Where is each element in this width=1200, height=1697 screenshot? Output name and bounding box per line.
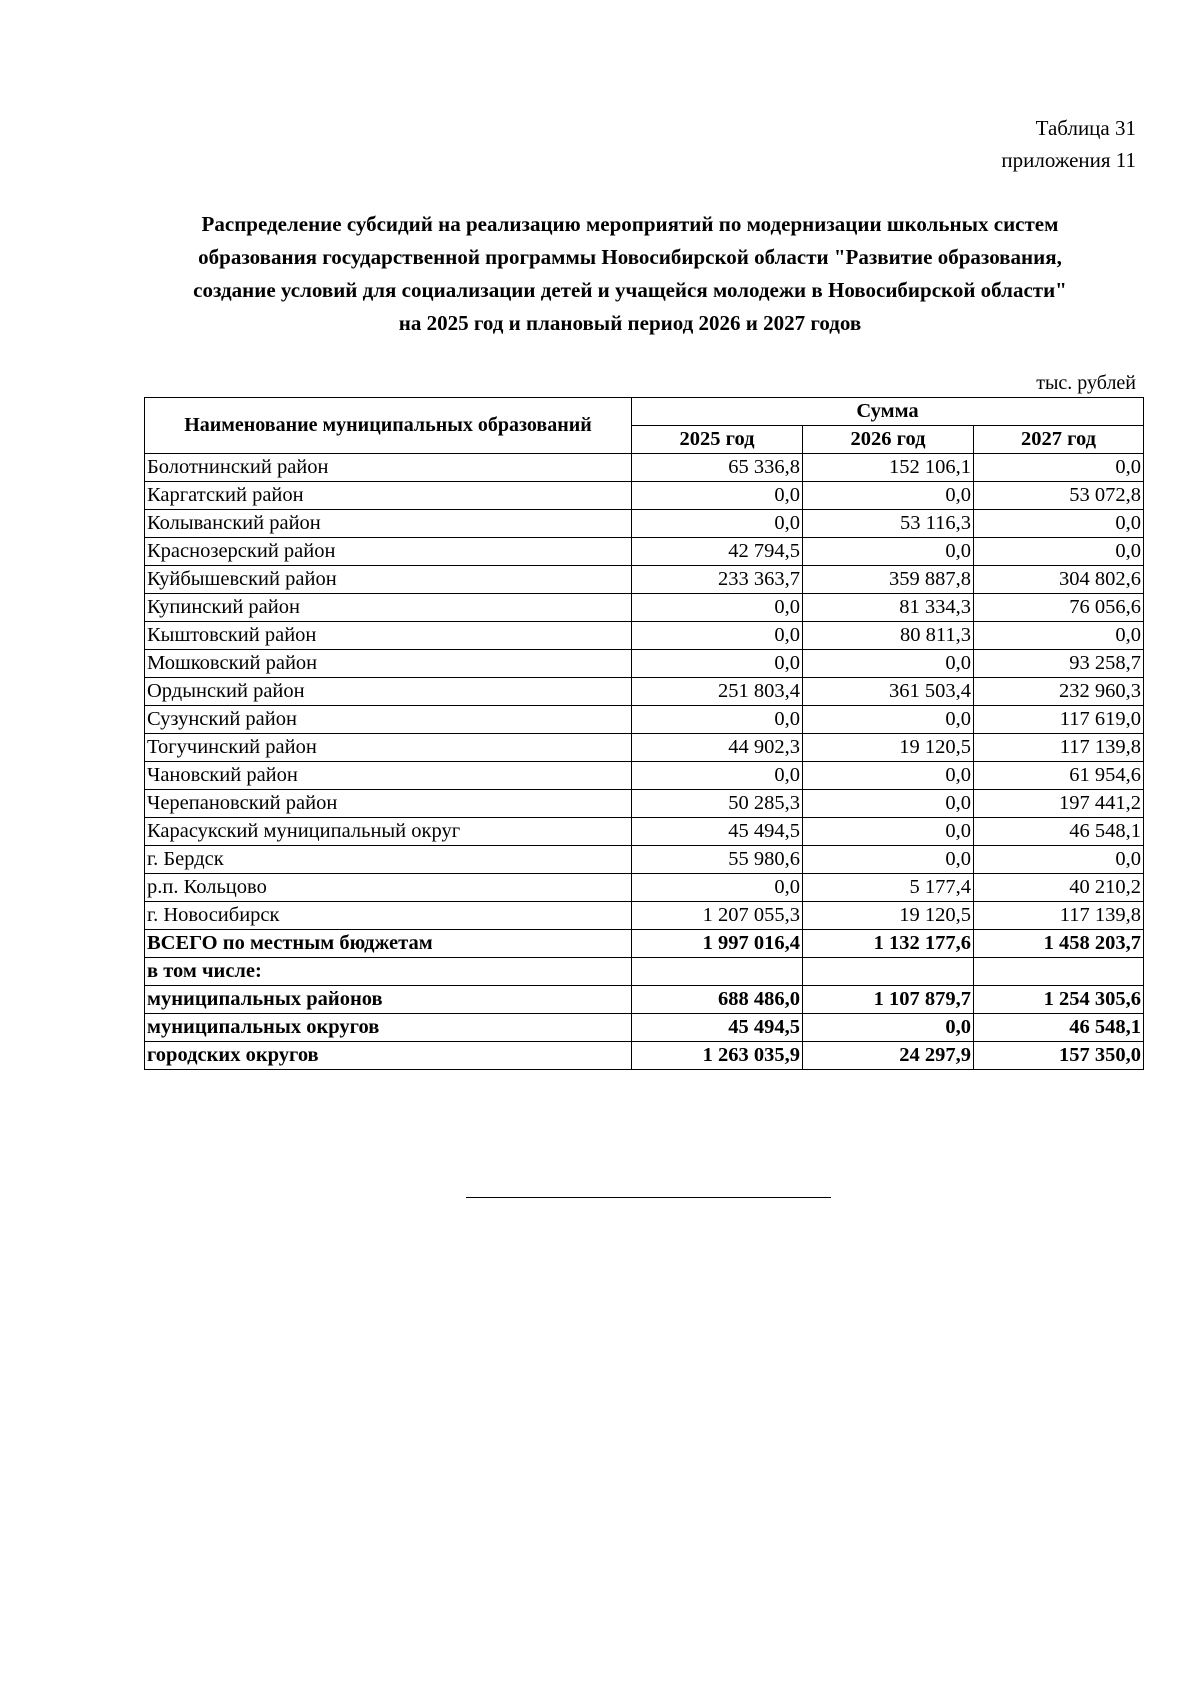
amount-2027: 0,0 [974, 454, 1144, 482]
amount-2025: 0,0 [632, 874, 803, 902]
table-row [145, 622, 1144, 650]
amount-2026: 0,0 [803, 538, 974, 566]
municipality-name: Ордынский район [145, 678, 632, 706]
table-row [145, 650, 1144, 678]
amount-2027: 232 960,3 [974, 678, 1144, 706]
amount-2025: 0,0 [632, 706, 803, 734]
municipality-name: Чановский район [145, 762, 632, 790]
amount-2025: 44 902,3 [632, 734, 803, 762]
amount-2027: 0,0 [974, 510, 1144, 538]
municipality-name: Колыванский район [145, 510, 632, 538]
title-line: Распределение субсидий на реализацию мероприятий по модернизации школьных систем [201, 212, 1059, 236]
amount-2026: 0,0 [803, 650, 974, 678]
amount-2025: 1 207 055,3 [632, 902, 803, 930]
table-row [145, 902, 1144, 930]
amount-2026: 0,0 [803, 846, 974, 874]
municipality-name: г. Бердск [145, 846, 632, 874]
amount-2025: 251 803,4 [632, 678, 803, 706]
amount-2027: 157 350,0 [974, 1042, 1144, 1070]
year-header-2025: 2025 год [632, 426, 803, 454]
amount-2027: 1 458 203,7 [974, 930, 1144, 958]
amount-2027: 46 548,1 [974, 1014, 1144, 1042]
including-label: в том числе: [145, 958, 632, 986]
table-number: Таблица 31 [1035, 116, 1136, 140]
table-row [145, 818, 1144, 846]
municipality-name: муниципальных районов [145, 986, 632, 1014]
table-row [145, 706, 1144, 734]
table-reference [1001, 112, 1136, 176]
units-label: тыс. рублей [1036, 372, 1136, 394]
municipality-name: Черепановский район [145, 790, 632, 818]
municipality-name: Тогучинский район [145, 734, 632, 762]
year-header-2027: 2027 год [974, 426, 1144, 454]
table-row [145, 874, 1144, 902]
amount-2027: 304 802,6 [974, 566, 1144, 594]
table-row [145, 482, 1144, 510]
amount-2025: 65 336,8 [632, 454, 803, 482]
amount-2026: 152 106,1 [803, 454, 974, 482]
amount-2025: 0,0 [632, 594, 803, 622]
title-line: создание условий для социализации детей и учащейся молодежи в Новосибирской области" [193, 278, 1067, 302]
amount-2026: 0,0 [803, 1014, 974, 1042]
amount-2026: 19 120,5 [803, 902, 974, 930]
municipality-name: Мошковский район [145, 650, 632, 678]
table-body [145, 454, 1144, 1070]
amount-2025: 688 486,0 [632, 986, 803, 1014]
amount-2026: 0,0 [803, 818, 974, 846]
amount-2025: 0,0 [632, 762, 803, 790]
amount-2027: 0,0 [974, 622, 1144, 650]
amount-2025: 0,0 [632, 510, 803, 538]
amount-2025: 0,0 [632, 622, 803, 650]
subtotal-row [145, 1014, 1144, 1042]
appendix-reference: приложения 11 [1001, 148, 1136, 172]
amount-2025: 45 494,5 [632, 818, 803, 846]
amount-2027: 117 139,8 [974, 734, 1144, 762]
amount-2027: 40 210,2 [974, 874, 1144, 902]
municipality-name: Краснозерский район [145, 538, 632, 566]
amount-2025: 233 363,7 [632, 566, 803, 594]
subtotal-row [145, 986, 1144, 1014]
municipality-name: Кыштовский район [145, 622, 632, 650]
municipality-name: городских округов [145, 1042, 632, 1070]
amount-2026: 359 887,8 [803, 566, 974, 594]
municipality-name: Каргатский район [145, 482, 632, 510]
table-row [145, 594, 1144, 622]
amount-2026: 361 503,4 [803, 678, 974, 706]
amount-2027: 0,0 [974, 846, 1144, 874]
municipality-name: Болотнинский район [145, 454, 632, 482]
amount-2025: 1 997 016,4 [632, 930, 803, 958]
municipality-name: Карасукский муниципальный округ [145, 818, 632, 846]
table-row [145, 846, 1144, 874]
amount-2027: 0,0 [974, 538, 1144, 566]
municipality-name: муниципальных округов [145, 1014, 632, 1042]
empty-cell [632, 958, 803, 986]
amount-2026: 80 811,3 [803, 622, 974, 650]
year-header-2026: 2026 год [803, 426, 974, 454]
municipality-name: Куйбышевский район [145, 566, 632, 594]
amount-2026: 19 120,5 [803, 734, 974, 762]
table-row [145, 510, 1144, 538]
amount-2025: 0,0 [632, 650, 803, 678]
table-row [145, 454, 1144, 482]
amount-2026: 81 334,3 [803, 594, 974, 622]
amount-2025: 0,0 [632, 482, 803, 510]
subtotal-row [145, 1042, 1144, 1070]
municipality-name: г. Новосибирск [145, 902, 632, 930]
amount-2026: 0,0 [803, 762, 974, 790]
amount-2025: 50 285,3 [632, 790, 803, 818]
amount-2027: 93 258,7 [974, 650, 1144, 678]
municipality-name: р.п. Кольцово [145, 874, 632, 902]
amount-2027: 53 072,8 [974, 482, 1144, 510]
amount-2026: 0,0 [803, 706, 974, 734]
sum-column-header: Сумма [632, 398, 1144, 426]
amount-2026: 1 107 879,7 [803, 986, 974, 1014]
amount-2025: 45 494,5 [632, 1014, 803, 1042]
table-row [145, 566, 1144, 594]
empty-cell [803, 958, 974, 986]
amount-2026: 24 297,9 [803, 1042, 974, 1070]
subsidy-table [144, 397, 1144, 1070]
amount-2027: 1 254 305,6 [974, 986, 1144, 1014]
including-row [145, 958, 1144, 986]
municipality-name: Купинский район [145, 594, 632, 622]
amount-2027: 76 056,6 [974, 594, 1144, 622]
amount-2027: 197 441,2 [974, 790, 1144, 818]
table-row [145, 762, 1144, 790]
closing-rule [466, 1197, 831, 1198]
total-row [145, 930, 1144, 958]
table-row [145, 538, 1144, 566]
document-title [120, 208, 1140, 340]
amount-2025: 1 263 035,9 [632, 1042, 803, 1070]
amount-2026: 0,0 [803, 482, 974, 510]
title-line: на 2025 год и плановый период 2026 и 2027 годов [398, 311, 862, 335]
amount-2025: 42 794,5 [632, 538, 803, 566]
amount-2027: 117 139,8 [974, 902, 1144, 930]
amount-2025: 55 980,6 [632, 846, 803, 874]
title-line: образования государственной программы Новосибирской области "Развитие образования, [198, 245, 1062, 269]
name-column-header: Наименование муниципальных образований [145, 398, 632, 454]
municipality-name: ВСЕГО по местным бюджетам [145, 930, 632, 958]
amount-2026: 53 116,3 [803, 510, 974, 538]
amount-2026: 0,0 [803, 790, 974, 818]
table-row [145, 678, 1144, 706]
empty-cell [974, 958, 1144, 986]
amount-2027: 61 954,6 [974, 762, 1144, 790]
table-row [145, 734, 1144, 762]
amount-2026: 5 177,4 [803, 874, 974, 902]
amount-2026: 1 132 177,6 [803, 930, 974, 958]
table-row [145, 790, 1144, 818]
municipality-name: Сузунский район [145, 706, 632, 734]
amount-2027: 46 548,1 [974, 818, 1144, 846]
amount-2027: 117 619,0 [974, 706, 1144, 734]
